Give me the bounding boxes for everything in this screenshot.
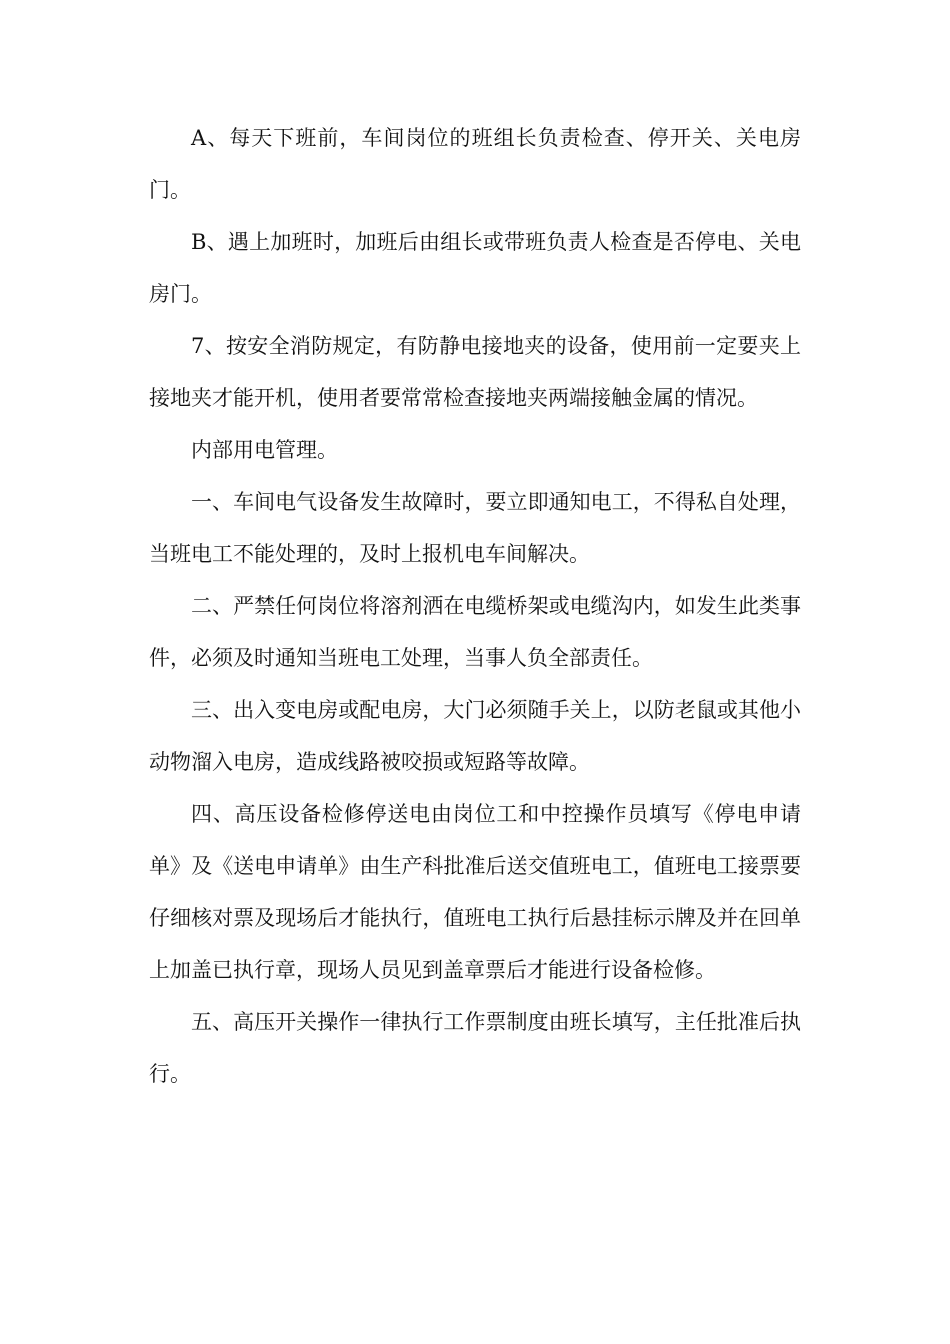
- paragraph-5: 五、高压开关操作一律执行工作票制度由班长填写，主任批准后执行。: [149, 1010, 801, 1086]
- section-heading: 内部用电管理。: [191, 438, 338, 462]
- paragraph-4: 四、高压设备检修停送电由岗位工和中控操作员填写《停电申请单》及《送电申请单》由生产科批准后送交值班电工，值班电工接票要仔细核对票及现场后才能执行，值班电工执行后悬挂标示牌及并在回单上加盖已执行章，现场人员见到盖章票后才能进行设备检修。: [149, 802, 801, 982]
- paragraph-7: 7、按安全消防规定，有防静电接地夹的设备，使用前一定要夹上接地夹才能开机，使用者要常常检查接地夹两端接触金属的情况。: [149, 334, 801, 410]
- paragraph-1: 一、车间电气设备发生故障时，要立即通知电工，不得私自处理，当班电工不能处理的，及时上报机电车间解决。: [149, 490, 801, 566]
- paragraph-a: A、每天下班前，车间岗位的班组长负责检查、停开关、关电房门。: [149, 126, 801, 202]
- paragraph-3: 三、出入变电房或配电房，大门必须随手关上，以防老鼠或其他小动物溜入电房，造成线路被咬损或短路等故障。: [149, 698, 801, 774]
- paragraph-b: B、遇上加班时，加班后由组长或带班负责人检查是否停电、关电房门。: [149, 230, 801, 306]
- paragraph-2: 二、严禁任何岗位将溶剂洒在电缆桥架或电缆沟内，如发生此类事件，必须及时通知当班电工处理，当事人负全部责任。: [149, 594, 801, 670]
- document-body: [149, 112, 801, 1100]
